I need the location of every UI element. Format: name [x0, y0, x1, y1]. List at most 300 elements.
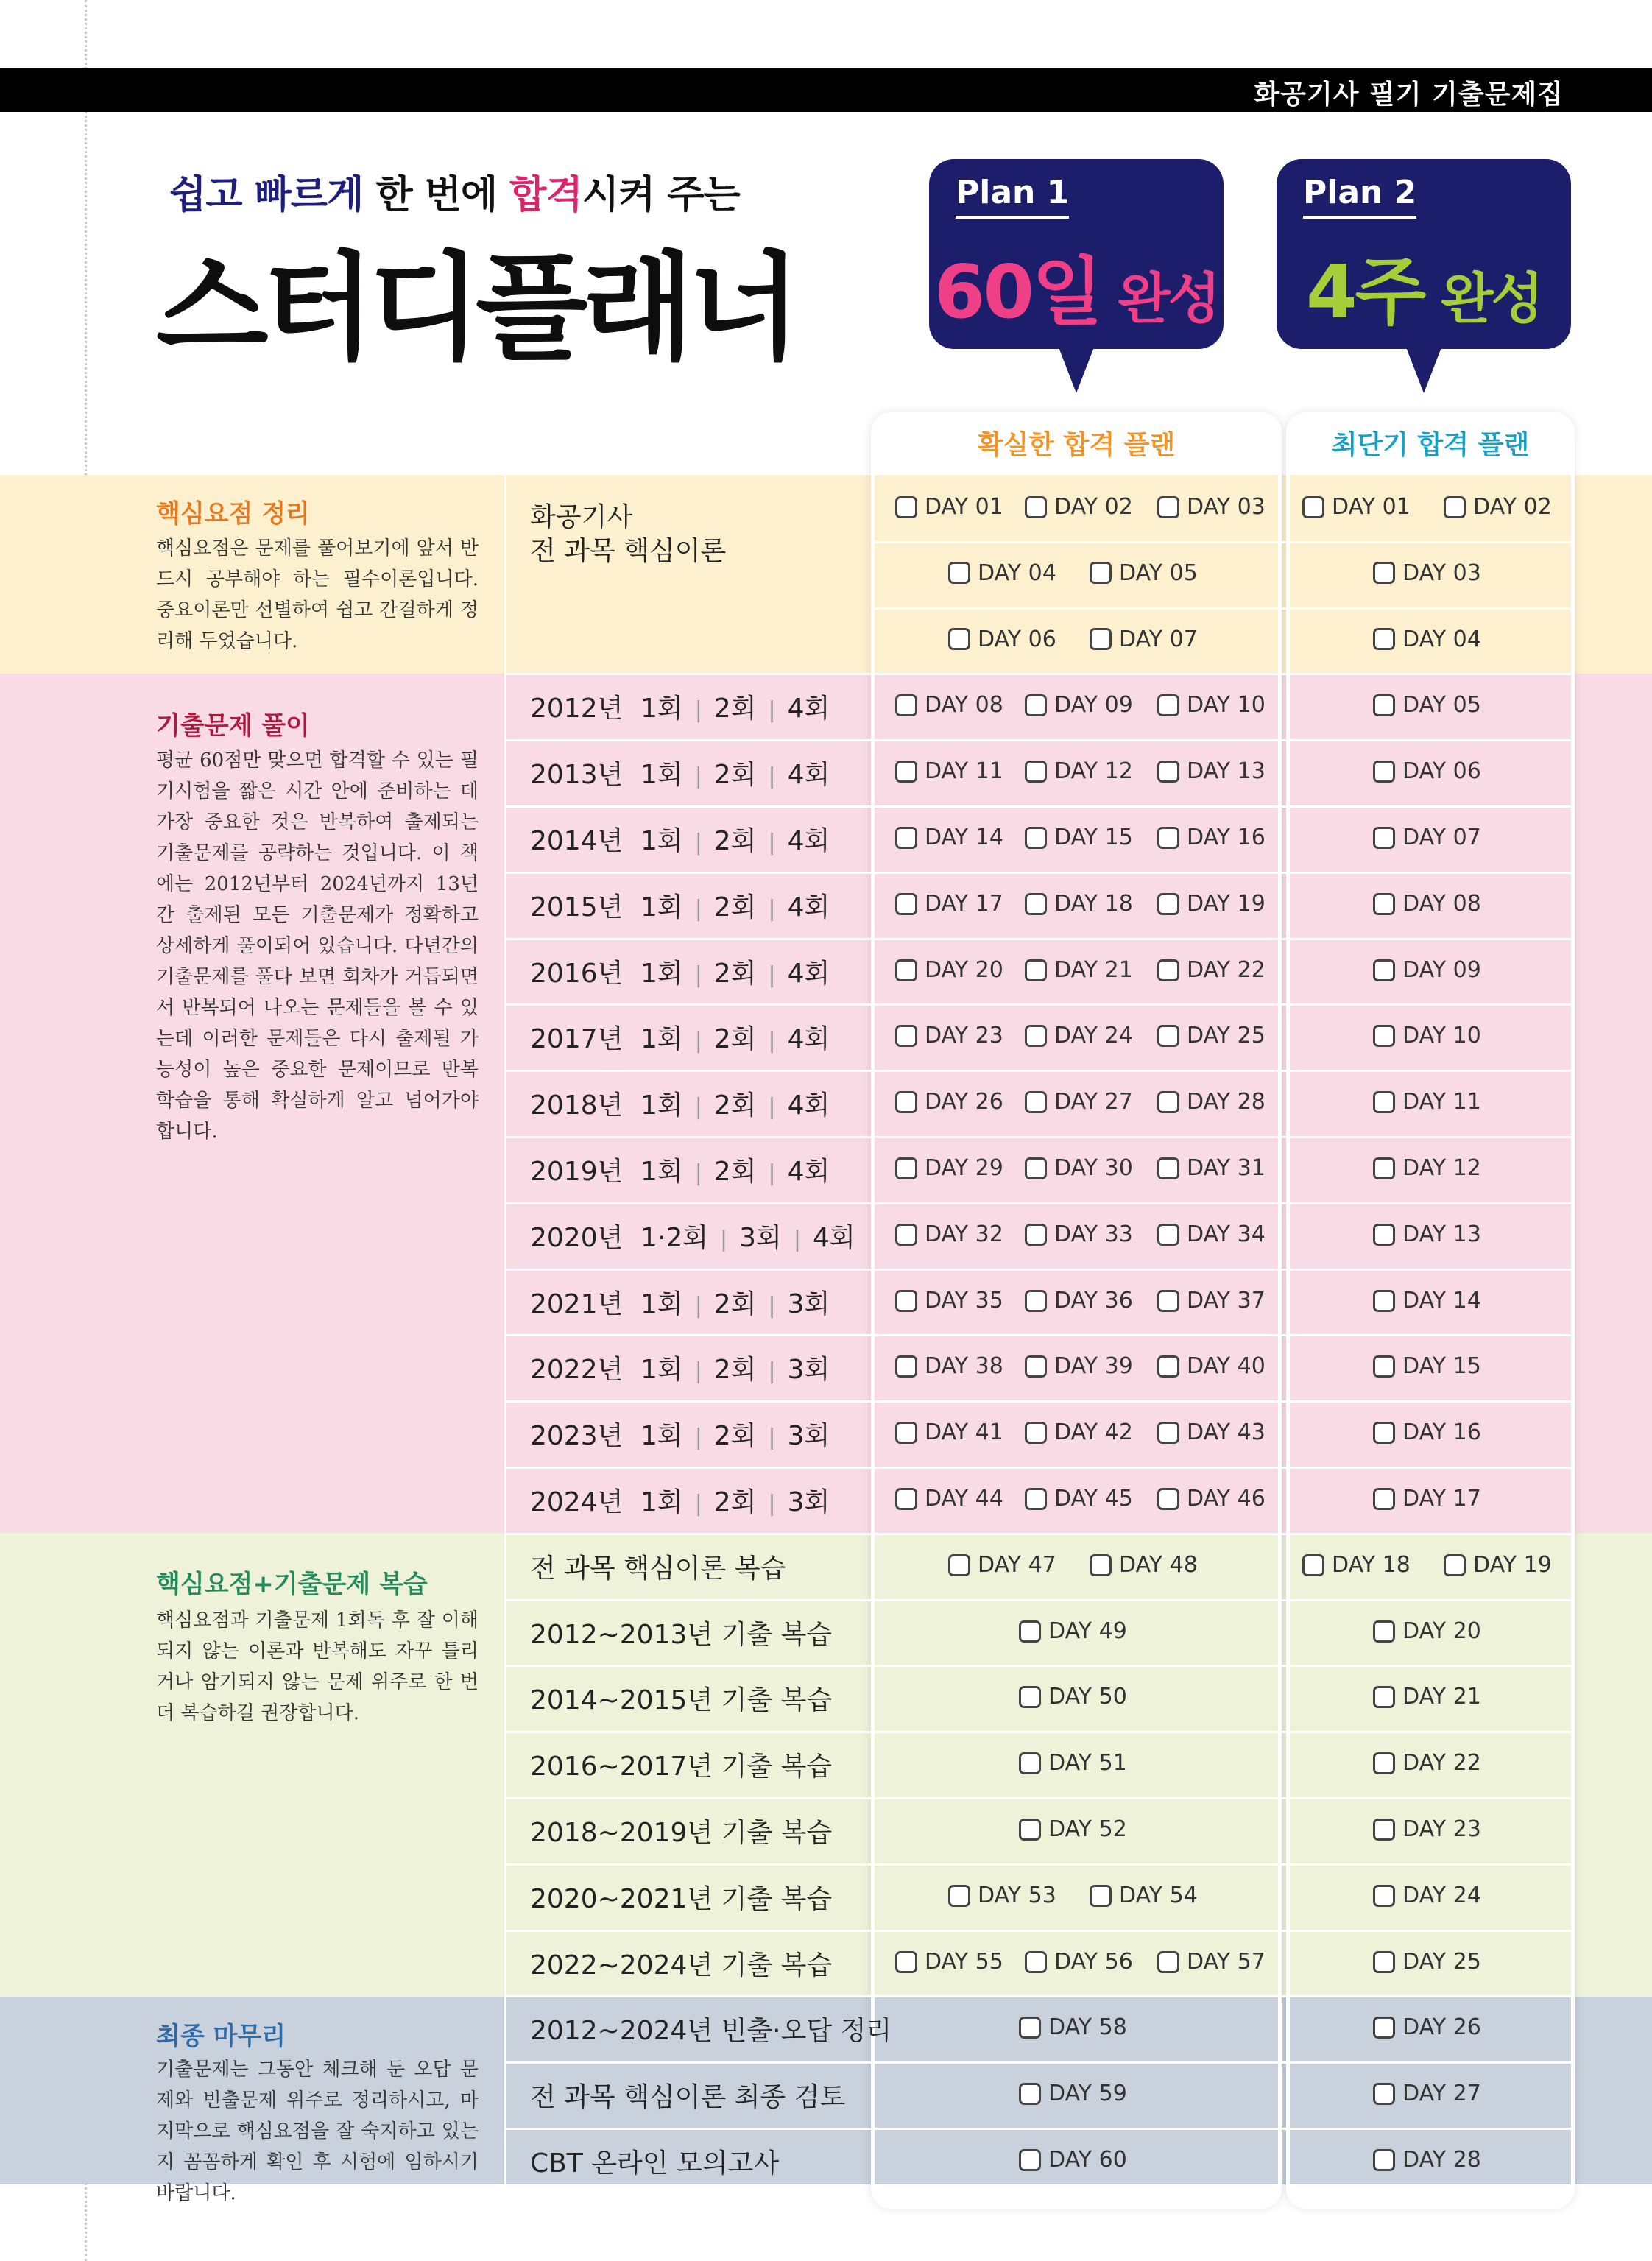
row-divider: [875, 1863, 1571, 1866]
checkbox-square[interactable]: [1025, 694, 1047, 716]
day-checkbox[interactable]: [1157, 692, 1266, 718]
separator: |: [768, 1358, 776, 1384]
day-label: DAY 02: [1473, 494, 1552, 520]
session-label: 1·2회: [640, 1223, 709, 1253]
day-checkbox[interactable]: [1025, 494, 1133, 520]
day-checkbox[interactable]: [895, 692, 1003, 718]
day-checkbox[interactable]: [1025, 1221, 1133, 1247]
day-checkbox[interactable]: [1373, 2147, 1481, 2173]
checkbox-square[interactable]: [1444, 1554, 1466, 1576]
row-divider: [506, 1599, 875, 1601]
separator: |: [768, 962, 776, 988]
day-checkbox[interactable]: [1019, 1684, 1127, 1710]
checkbox-square[interactable]: [1373, 1422, 1395, 1444]
day-checkbox[interactable]: [1025, 1486, 1133, 1512]
row-label: 2018~2019년 기출 복습: [530, 1818, 833, 1848]
day-label: DAY 08: [925, 692, 1003, 718]
checkbox-square[interactable]: [1025, 1488, 1047, 1510]
day-checkbox[interactable]: [1025, 758, 1133, 784]
session-label: 2회: [713, 760, 757, 790]
day-checkbox[interactable]: [1025, 825, 1133, 850]
checkbox-square[interactable]: [1373, 1951, 1395, 1973]
checkbox-square[interactable]: [1157, 1157, 1179, 1179]
day-checkbox[interactable]: [1373, 1419, 1481, 1445]
checkbox-square[interactable]: [1019, 2149, 1041, 2171]
day-checkbox[interactable]: [895, 494, 1003, 520]
day-label: DAY 09: [1054, 692, 1133, 718]
checkbox-square[interactable]: [1373, 959, 1395, 981]
checkbox-square[interactable]: [1302, 1554, 1324, 1576]
session-label: 3회: [787, 1487, 830, 1517]
day-label: DAY 10: [1187, 692, 1266, 718]
session-label: 1회: [640, 760, 683, 790]
row-divider: [875, 1930, 1571, 1932]
day-checkbox[interactable]: [1090, 627, 1198, 652]
day-checkbox[interactable]: [1090, 1883, 1198, 1908]
row-divider: [506, 1995, 875, 1997]
session-label: 4회: [787, 760, 830, 790]
day-checkbox[interactable]: [1157, 1221, 1266, 1247]
year-label: 2017년: [530, 1024, 624, 1054]
day-checkbox[interactable]: [1373, 692, 1481, 718]
checkbox-square[interactable]: [1157, 1290, 1179, 1312]
day-checkbox[interactable]: [1373, 1684, 1481, 1710]
session-label: 4회: [787, 1024, 830, 1054]
plan2-column-header: 최단기 합격 플랜: [1290, 416, 1571, 475]
day-label: DAY 39: [1054, 1353, 1133, 1379]
day-checkbox[interactable]: [948, 627, 1056, 652]
separator: |: [694, 1094, 702, 1120]
session-label: 1회: [640, 1355, 683, 1385]
day-checkbox[interactable]: [895, 1288, 1003, 1313]
checkbox-square[interactable]: [1302, 496, 1324, 518]
day-checkbox[interactable]: [895, 1419, 1003, 1445]
row-divider: [875, 2128, 1571, 2130]
row-divider: [875, 1269, 1571, 1271]
checkbox-square[interactable]: [1373, 761, 1395, 783]
day-label: DAY 44: [925, 1486, 1003, 1512]
day-label: DAY 06: [1402, 758, 1481, 784]
checkbox-square[interactable]: [895, 959, 917, 981]
day-checkbox[interactable]: [1373, 1883, 1481, 1908]
checkbox-square[interactable]: [1373, 1620, 1395, 1643]
checkbox-square[interactable]: [1157, 1091, 1179, 1113]
checkbox-square[interactable]: [1373, 1355, 1395, 1378]
day-checkbox[interactable]: [1373, 627, 1481, 652]
session-label: 2회: [713, 694, 757, 724]
checkbox-square[interactable]: [1373, 2149, 1395, 2171]
checkbox-square[interactable]: [1025, 1224, 1047, 1246]
row-label: 2020~2021년 기출 복습: [530, 1884, 833, 1914]
checkbox-square[interactable]: [1157, 1422, 1179, 1444]
checkbox-square[interactable]: [948, 562, 970, 584]
checkbox-square[interactable]: [1373, 1091, 1395, 1113]
day-checkbox[interactable]: [895, 1089, 1003, 1115]
day-checkbox[interactable]: [1373, 560, 1481, 586]
day-checkbox[interactable]: [1025, 1089, 1133, 1115]
day-label: DAY 17: [925, 891, 1003, 917]
day-checkbox[interactable]: [1025, 1023, 1133, 1048]
day-checkbox[interactable]: [1373, 2014, 1481, 2040]
day-checkbox[interactable]: [895, 1486, 1003, 1512]
day-label: DAY 25: [1402, 1949, 1481, 1975]
checkbox-square[interactable]: [1025, 1290, 1047, 1312]
day-checkbox[interactable]: [1157, 494, 1266, 520]
day-checkbox[interactable]: [895, 891, 1003, 917]
checkbox-square[interactable]: [948, 628, 970, 650]
checkbox-square[interactable]: [1157, 761, 1179, 783]
checkbox-square[interactable]: [1025, 1091, 1047, 1113]
day-checkbox[interactable]: [948, 1552, 1056, 1578]
day-checkbox[interactable]: [1373, 1750, 1481, 1776]
checkbox-square[interactable]: [895, 1422, 917, 1444]
checkbox-square[interactable]: [1373, 1290, 1395, 1312]
checkbox-square[interactable]: [895, 827, 917, 849]
row-label: [530, 1151, 830, 1188]
day-checkbox[interactable]: [1373, 1816, 1481, 1842]
session-label: 1회: [640, 694, 683, 724]
checkbox-square[interactable]: [1090, 562, 1112, 584]
day-label: DAY 28: [1402, 2147, 1481, 2173]
day-checkbox[interactable]: [1373, 891, 1481, 917]
day-checkbox[interactable]: [1157, 1949, 1266, 1975]
day-checkbox[interactable]: [1157, 1288, 1266, 1313]
checkbox-square[interactable]: [895, 694, 917, 716]
checkbox-square[interactable]: [895, 1290, 917, 1312]
day-label: DAY 02: [1054, 494, 1133, 520]
day-checkbox[interactable]: [1444, 1552, 1552, 1578]
checkbox-square[interactable]: [1025, 761, 1047, 783]
row-divider: [875, 607, 1571, 610]
day-label: DAY 56: [1054, 1949, 1133, 1975]
checkbox-square[interactable]: [1025, 827, 1047, 849]
day-checkbox[interactable]: [948, 560, 1056, 586]
day-checkbox[interactable]: [1157, 1089, 1266, 1115]
day-label: DAY 16: [1187, 825, 1266, 850]
day-label: DAY 04: [1402, 626, 1481, 652]
checkbox-square[interactable]: [895, 496, 917, 518]
checkbox-square[interactable]: [895, 1091, 917, 1113]
checkbox-square[interactable]: [1373, 827, 1395, 849]
section-title-review: 핵심요점+기출문제 복습: [156, 1570, 428, 1599]
checkbox-square[interactable]: [1373, 893, 1395, 915]
row-divider: [506, 1863, 875, 1866]
checkbox-square[interactable]: [1373, 1025, 1395, 1047]
day-checkbox[interactable]: [1373, 1089, 1481, 1115]
row-divider: [875, 739, 1571, 741]
day-checkbox[interactable]: [895, 1353, 1003, 1379]
day-label: DAY 12: [1402, 1155, 1481, 1181]
checkbox-square[interactable]: [1019, 2083, 1041, 2105]
day-checkbox[interactable]: [1025, 692, 1133, 718]
day-checkbox[interactable]: [948, 1883, 1056, 1908]
day-label: DAY 51: [1048, 1750, 1127, 1776]
day-label: DAY 52: [1048, 1816, 1127, 1842]
checkbox-square[interactable]: [1025, 1025, 1047, 1047]
session-label: 1회: [640, 826, 683, 856]
day-checkbox[interactable]: [1373, 1618, 1481, 1644]
day-checkbox[interactable]: [1025, 1353, 1133, 1379]
checkbox-square[interactable]: [1157, 1488, 1179, 1510]
day-label: DAY 12: [1054, 758, 1133, 784]
row-divider: [506, 872, 875, 874]
checkbox-square[interactable]: [1157, 496, 1179, 518]
day-label: DAY 37: [1187, 1288, 1266, 1313]
checkbox-square[interactable]: [895, 1951, 917, 1973]
day-checkbox[interactable]: [1373, 957, 1481, 983]
session-label: 2회: [713, 826, 757, 856]
checkbox-square[interactable]: [1019, 1620, 1041, 1643]
session-label: 1회: [640, 1157, 683, 1187]
day-checkbox[interactable]: [895, 1221, 1003, 1247]
checkbox-square[interactable]: [1373, 1488, 1395, 1510]
day-label: DAY 06: [978, 626, 1056, 652]
checkbox-square[interactable]: [895, 1157, 917, 1179]
checkbox-square[interactable]: [1373, 1752, 1395, 1774]
day-checkbox[interactable]: [895, 1023, 1003, 1048]
row-divider: [506, 739, 875, 741]
day-label: DAY 60: [1048, 2147, 1127, 2173]
day-label: DAY 03: [1187, 494, 1266, 520]
day-checkbox[interactable]: [1444, 494, 1552, 520]
checkbox-square[interactable]: [1373, 1157, 1395, 1179]
day-checkbox[interactable]: [895, 957, 1003, 983]
checkbox-square[interactable]: [895, 1025, 917, 1047]
row-divider: [875, 938, 1571, 940]
session-label: 2회: [713, 892, 757, 923]
day-checkbox[interactable]: [1025, 891, 1133, 917]
checkbox-square[interactable]: [1025, 1422, 1047, 1444]
checkbox-square[interactable]: [1025, 496, 1047, 518]
session-label: 4회: [787, 892, 830, 923]
session-label: 3회: [787, 1289, 830, 1319]
day-label: DAY 07: [1119, 626, 1198, 652]
day-label: DAY 50: [1048, 1684, 1127, 1710]
row-label: [530, 1283, 830, 1321]
separator: |: [768, 830, 776, 856]
day-checkbox[interactable]: [1025, 1949, 1133, 1975]
row-label: [530, 1415, 830, 1453]
row-label: 2012~2024년 빈출·오답 정리: [530, 2016, 892, 2046]
day-label: DAY 08: [1402, 891, 1481, 917]
day-checkbox[interactable]: [1157, 825, 1266, 850]
checkbox-square[interactable]: [1157, 827, 1179, 849]
row-divider: [875, 1202, 1571, 1204]
checkbox-square[interactable]: [1373, 1819, 1395, 1841]
day-label: DAY 49: [1048, 1618, 1127, 1644]
checkbox-square[interactable]: [948, 1554, 970, 1576]
day-checkbox[interactable]: [1157, 957, 1266, 983]
day-label: DAY 55: [925, 1949, 1003, 1975]
checkbox-square[interactable]: [1019, 2017, 1041, 2039]
day-label: DAY 26: [925, 1089, 1003, 1115]
day-checkbox[interactable]: [1025, 957, 1133, 983]
checkbox-square[interactable]: [1157, 1355, 1179, 1378]
day-label: DAY 57: [1187, 1949, 1266, 1975]
checkbox-square[interactable]: [1025, 959, 1047, 981]
checkbox-square[interactable]: [895, 1488, 917, 1510]
checkbox-square[interactable]: [1025, 1355, 1047, 1378]
session-label: 1회: [640, 959, 683, 989]
checkbox-square[interactable]: [1157, 959, 1179, 981]
day-label: DAY 24: [1054, 1023, 1133, 1048]
day-checkbox[interactable]: [895, 1949, 1003, 1975]
day-checkbox[interactable]: [1019, 1750, 1127, 1776]
checkbox-square[interactable]: [1019, 1752, 1041, 1774]
checkbox-square[interactable]: [1157, 1951, 1179, 1973]
checkbox-square[interactable]: [1373, 694, 1395, 716]
checkbox-square[interactable]: [1373, 2017, 1395, 2039]
day-checkbox[interactable]: [1019, 1618, 1127, 1644]
day-checkbox[interactable]: [895, 1155, 1003, 1181]
day-checkbox[interactable]: [1157, 891, 1266, 917]
day-checkbox[interactable]: [1090, 560, 1198, 586]
day-checkbox[interactable]: [1373, 1155, 1481, 1181]
plan1-label: Plan 1: [956, 174, 1069, 219]
year-label: 2012년: [530, 694, 624, 724]
day-label: DAY 23: [1402, 1816, 1481, 1842]
row-label: CBT 온라인 모의고사: [530, 2148, 780, 2179]
book-title: 화공기사 필기 기출문제집: [1254, 80, 1564, 110]
session-label: 2회: [713, 1421, 757, 1451]
day-checkbox[interactable]: [1157, 1353, 1266, 1379]
day-checkbox[interactable]: [1025, 1288, 1133, 1313]
checkbox-square[interactable]: [1157, 1025, 1179, 1047]
plan2-label: Plan 2: [1303, 174, 1416, 219]
day-checkbox[interactable]: [1373, 1486, 1481, 1512]
day-checkbox[interactable]: [1373, 1221, 1481, 1247]
day-label: DAY 19: [1473, 1552, 1552, 1578]
day-checkbox[interactable]: [1019, 2014, 1127, 2040]
day-label: DAY 13: [1187, 758, 1266, 784]
day-checkbox[interactable]: [1090, 1552, 1198, 1578]
checkbox-square[interactable]: [1157, 893, 1179, 915]
separator: |: [694, 697, 702, 723]
checkbox-square[interactable]: [1373, 562, 1395, 584]
day-checkbox[interactable]: [1157, 1486, 1266, 1512]
checkbox-square[interactable]: [895, 1224, 917, 1246]
day-checkbox[interactable]: [1157, 758, 1266, 784]
day-label: DAY 53: [978, 1883, 1056, 1908]
session-label: 4회: [787, 959, 830, 989]
row-divider: [506, 1070, 875, 1072]
day-checkbox[interactable]: [1157, 1023, 1266, 1048]
session-label: 3회: [787, 1421, 830, 1451]
separator: |: [768, 1160, 776, 1186]
checkbox-square[interactable]: [1157, 694, 1179, 716]
session-label: 1회: [640, 1487, 683, 1517]
checkbox-square[interactable]: [1373, 2083, 1395, 2105]
day-label: DAY 20: [925, 957, 1003, 983]
row-divider: [875, 1995, 1571, 1997]
day-label: DAY 24: [1402, 1883, 1481, 1908]
year-label: 2015년: [530, 892, 624, 923]
day-checkbox[interactable]: [1019, 2147, 1127, 2173]
checkbox-square[interactable]: [1019, 1686, 1041, 1708]
checkbox-square[interactable]: [1373, 1885, 1395, 1907]
session-label: 1회: [640, 892, 683, 923]
day-label: DAY 42: [1054, 1419, 1133, 1445]
day-checkbox[interactable]: [1157, 1155, 1266, 1181]
day-checkbox[interactable]: [1373, 825, 1481, 850]
day-checkbox[interactable]: [1373, 1023, 1481, 1048]
row-label: 전 과목 핵심이론 최종 검토: [530, 2082, 846, 2112]
separator: |: [768, 1425, 776, 1450]
checkbox-square[interactable]: [895, 893, 917, 915]
day-label: DAY 33: [1054, 1221, 1133, 1247]
checkbox-square[interactable]: [895, 761, 917, 783]
checkbox-square[interactable]: [948, 1885, 970, 1907]
day-checkbox[interactable]: [1373, 758, 1481, 784]
section-title-theory: 핵심요점 정리: [156, 499, 310, 529]
row-divider: [875, 1334, 1571, 1336]
separator: |: [694, 830, 702, 856]
day-checkbox[interactable]: [1373, 1353, 1481, 1379]
checkbox-square[interactable]: [1025, 893, 1047, 915]
session-label: 3회: [739, 1223, 782, 1253]
day-label: DAY 09: [1402, 957, 1481, 983]
day-checkbox[interactable]: [895, 758, 1003, 784]
day-checkbox[interactable]: [895, 825, 1003, 850]
checkbox-square[interactable]: [1025, 1157, 1047, 1179]
day-label: DAY 30: [1054, 1155, 1133, 1181]
header-bar: [0, 68, 1652, 112]
day-label: DAY 54: [1119, 1883, 1198, 1908]
day-label: DAY 14: [1402, 1288, 1481, 1313]
year-label: 2023년: [530, 1421, 624, 1451]
year-label: 2020년: [530, 1223, 624, 1253]
session-label: 4회: [787, 826, 830, 856]
day-checkbox[interactable]: [1373, 1949, 1481, 1975]
checkbox-square[interactable]: [1025, 1951, 1047, 1973]
day-checkbox[interactable]: [1025, 1419, 1133, 1445]
checkbox-square[interactable]: [1373, 1686, 1395, 1708]
checkbox-square[interactable]: [1090, 628, 1112, 650]
day-checkbox[interactable]: [1373, 2081, 1481, 2106]
day-label: DAY 34: [1187, 1221, 1266, 1247]
checkbox-square[interactable]: [895, 1355, 917, 1378]
day-checkbox[interactable]: [1019, 2081, 1127, 2106]
row-label: [530, 1217, 855, 1255]
day-label: DAY 14: [925, 825, 1003, 850]
year-label: 2018년: [530, 1090, 624, 1121]
day-label: DAY 15: [1402, 1353, 1481, 1379]
day-checkbox[interactable]: [1019, 1816, 1127, 1842]
checkbox-square[interactable]: [1157, 1224, 1179, 1246]
checkbox-square[interactable]: [1444, 496, 1466, 518]
hero-subtitle: 쉽고 빠르게 한 번에 합격시켜 주는: [169, 173, 740, 217]
day-checkbox[interactable]: [1157, 1419, 1266, 1445]
day-checkbox[interactable]: [1302, 1552, 1411, 1578]
checkbox-square[interactable]: [1090, 1554, 1112, 1576]
row-label-theory-1: 화공기사: [530, 502, 633, 532]
year-label: 2024년: [530, 1487, 624, 1517]
row-label: [530, 953, 830, 990]
day-label: DAY 11: [925, 758, 1003, 784]
separator: |: [694, 1358, 702, 1384]
day-label: DAY 38: [925, 1353, 1003, 1379]
row-divider: [875, 2061, 1571, 2064]
day-checkbox[interactable]: [1302, 494, 1411, 520]
day-label: DAY 16: [1402, 1419, 1481, 1445]
day-checkbox[interactable]: [1373, 1288, 1481, 1313]
row-divider: [875, 541, 1571, 543]
checkbox-square[interactable]: [1373, 628, 1395, 650]
day-checkbox[interactable]: [1025, 1155, 1133, 1181]
checkbox-square[interactable]: [1090, 1885, 1112, 1907]
checkbox-square[interactable]: [1373, 1224, 1395, 1246]
checkbox-square[interactable]: [1019, 1819, 1041, 1841]
